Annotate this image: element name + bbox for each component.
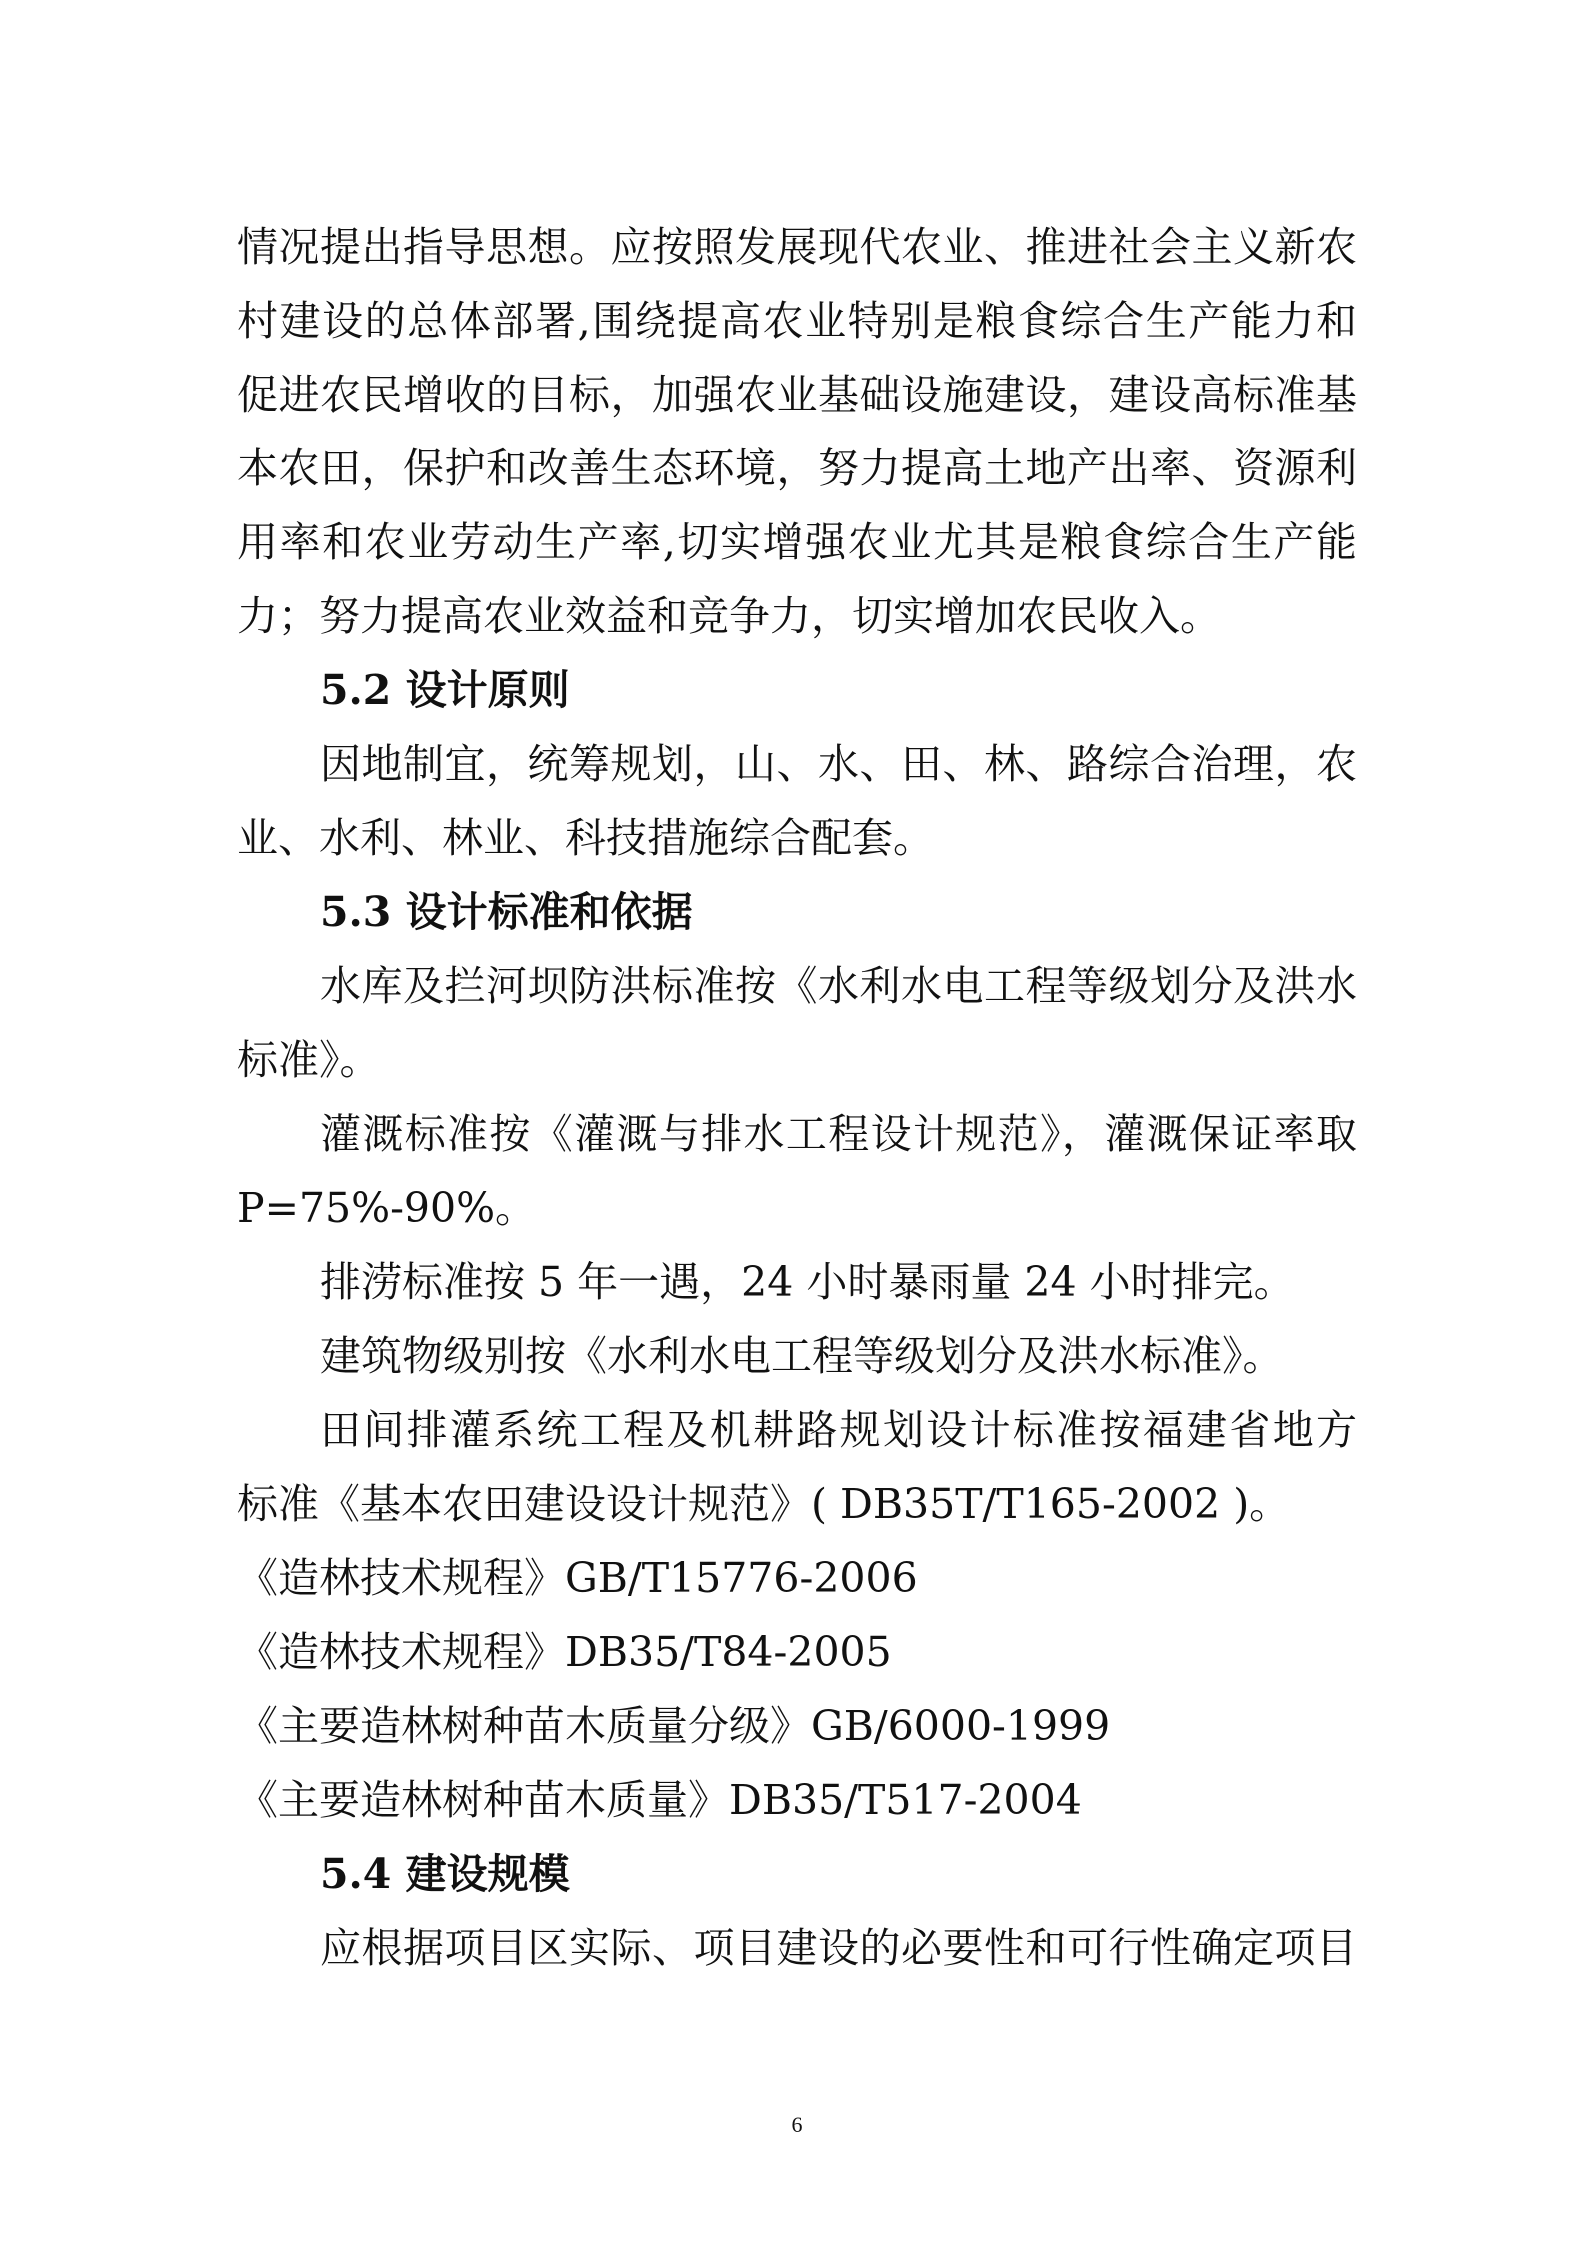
paragraph-line: P=75%-90%。 xyxy=(237,1184,537,1232)
page-number: 6 xyxy=(791,2112,803,2137)
paragraph-line: 标准》。 xyxy=(237,1036,381,1084)
section-heading-5-2: 5.2 设计原则 xyxy=(320,666,570,714)
standard-reference: 《造林技术规程》GB/T15776-2006 xyxy=(237,1554,918,1602)
section-heading-5-4: 5.4 建设规模 xyxy=(320,1850,570,1898)
paragraph-line: 灌溉标准按《灌溉与排水工程设计规范》，灌溉保证率取 xyxy=(320,1110,1357,1158)
paragraph-line: 水库及拦河坝防洪标准按《水利水电工程等级划分及洪水 xyxy=(320,962,1357,1010)
paragraph-line: 力；努力提高农业效益和竞争力，切实增加农民收入。 xyxy=(237,592,1221,640)
paragraph-line: 本农田，保护和改善生态环境，努力提高土地产出率、资源利 xyxy=(237,444,1357,492)
section-heading-5-3: 5.3 设计标准和依据 xyxy=(320,888,693,936)
standard-reference: 《主要造林树种苗木质量》DB35/T517-2004 xyxy=(237,1776,1082,1824)
paragraph-line: 促进农民增收的目标，加强农业基础设施建设，建设高标准基 xyxy=(237,371,1357,419)
paragraph-line: 因地制宜，统筹规划，山、水、田、林、路综合治理，农 xyxy=(320,740,1357,788)
standard-reference: 《造林技术规程》DB35/T84-2005 xyxy=(237,1628,892,1676)
paragraph-line: 排涝标准按 5 年一遇，24 小时暴雨量 24 小时排完。 xyxy=(320,1258,1295,1306)
standard-reference: 《主要造林树种苗木质量分级》GB/6000-1999 xyxy=(237,1702,1111,1750)
paragraph-line: 应根据项目区实际、项目建设的必要性和可行性确定项目 xyxy=(320,1924,1357,1972)
paragraph-line: 标准《基本农田建设设计规范》( DB35T/T165-2002 )。 xyxy=(237,1480,1291,1528)
paragraph-line: 田间排灌系统工程及机耕路规划设计标准按福建省地方 xyxy=(320,1406,1357,1454)
paragraph-line: 用率和农业劳动生产率,切实增强农业尤其是粮食综合生产能 xyxy=(237,518,1357,566)
paragraph-line: 情况提出指导思想。应按照发展现代农业、推进社会主义新农 xyxy=(237,223,1357,271)
paragraph-line: 业、水利、林业、科技措施综合配套。 xyxy=(237,814,934,862)
paragraph-line: 建筑物级别按《水利水电工程等级划分及洪水标准》。 xyxy=(320,1332,1284,1380)
paragraph-line: 村建设的总体部署,围绕提高农业特别是粮食综合生产能力和 xyxy=(237,297,1357,345)
